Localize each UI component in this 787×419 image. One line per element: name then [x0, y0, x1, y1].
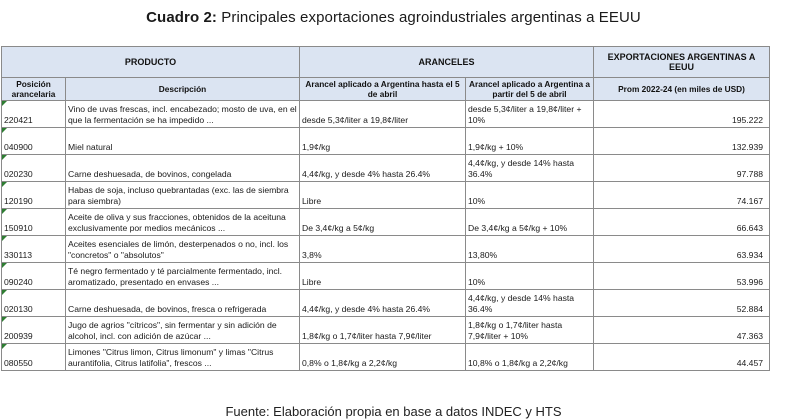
header-arancel-desde: Arancel aplicado a Argentina a partir del 5 de abril	[466, 78, 594, 101]
tariff-after-cell: 13,80%	[466, 236, 594, 263]
table-row	[2, 182, 770, 209]
tariff-code-cell: 090240	[2, 263, 66, 290]
tariff-before-cell: Libre	[300, 182, 466, 209]
tariff-before-cell: 0,8% o 1,8¢/kg a 2,2¢/kg	[300, 344, 466, 371]
exports-table	[1, 46, 770, 371]
tariff-code-cell: 220421	[2, 101, 66, 128]
tariff-after-cell: 10%	[466, 263, 594, 290]
description-cell: Aceite de oliva y sus fracciones, obtenidos de la aceituna exclusivamente por medios mecánicos ...	[66, 209, 300, 236]
tariff-code-cell: 040900	[2, 128, 66, 155]
export-value-cell: 132.939	[594, 128, 770, 155]
description-cell: Jugo de agrios "cítricos", sin fermentar y sin adición de alcohol, incl. con adición de azúcar ...	[66, 317, 300, 344]
description-cell: Té negro fermentado y té parcialmente fermentado, incl. aromatizado, presentado en envases ...	[66, 263, 300, 290]
tariff-before-cell: desde 5,3¢/liter a 19,8¢/liter	[300, 101, 466, 128]
table-row	[2, 263, 770, 290]
header-exportaciones: EXPORTACIONES ARGENTINAS A EEUU	[594, 47, 770, 78]
export-value-cell: 66.643	[594, 209, 770, 236]
tariff-before-cell: 4,4¢/kg, y desde 4% hasta 26.4%	[300, 155, 466, 182]
table-row	[2, 128, 770, 155]
header-descripcion: Descripción	[66, 78, 300, 101]
tariff-code-cell: 080550	[2, 344, 66, 371]
export-value-cell: 52.884	[594, 290, 770, 317]
tariff-before-cell: Libre	[300, 263, 466, 290]
tariff-after-cell: 1,9¢/kg + 10%	[466, 128, 594, 155]
export-value-cell: 53.996	[594, 263, 770, 290]
description-cell: Miel natural	[66, 128, 300, 155]
export-value-cell: 195.222	[594, 101, 770, 128]
table-row	[2, 290, 770, 317]
table-row	[2, 155, 770, 182]
description-cell: Carne deshuesada, de bovinos, congelada	[66, 155, 300, 182]
title-label: Cuadro 2:	[146, 9, 218, 26]
source-footer: Fuente: Elaboración propia en base a datos INDEC y HTS	[225, 404, 562, 419]
tariff-code-cell: 150910	[2, 209, 66, 236]
header-prom: Prom 2022-24 (en miles de USD)	[594, 78, 770, 101]
tariff-code-cell: 330113	[2, 236, 66, 263]
tariff-before-cell: 1,9¢/kg	[300, 128, 466, 155]
tariff-before-cell: 4,4¢/kg, y desde 4% hasta 26.4%	[300, 290, 466, 317]
table-row	[2, 101, 770, 128]
tariff-code-cell: 020230	[2, 155, 66, 182]
header-aranceles: ARANCELES	[300, 47, 594, 78]
tariff-after-cell: 10%	[466, 182, 594, 209]
description-cell: Aceites esenciales de limón, desterpenados o no, incl. los "concretos" o "absolutos"	[66, 236, 300, 263]
tariff-before-cell: 1,8¢/kg o 1,7¢/liter hasta 7,9¢/liter	[300, 317, 466, 344]
tariff-code-cell: 200939	[2, 317, 66, 344]
tariff-code-cell: 020130	[2, 290, 66, 317]
export-value-cell: 97.788	[594, 155, 770, 182]
export-value-cell: 63.934	[594, 236, 770, 263]
tariff-before-cell: 3,8%	[300, 236, 466, 263]
export-value-cell: 44.457	[594, 344, 770, 371]
description-cell: Limones "Citrus limon, Citrus limonum" y limas "Citrus aurantifolia, Citrus latifolia", frescos ...	[66, 344, 300, 371]
header-producto: PRODUCTO	[2, 47, 300, 78]
export-value-cell: 74.167	[594, 182, 770, 209]
tariff-after-cell: 4,4¢/kg, y desde 14% hasta 36.4%	[466, 155, 594, 182]
table-title	[0, 9, 787, 26]
tariff-after-cell: 4,4¢/kg, y desde 14% hasta 36.4%	[466, 290, 594, 317]
tariff-after-cell: De 3,4¢/kg a 5¢/kg + 10%	[466, 209, 594, 236]
tariff-after-cell: desde 5,3¢/liter a 19,8¢/liter + 10%	[466, 101, 594, 128]
description-cell: Vino de uvas frescas, incl. encabezado; mosto de uva, en el que la fermentación se ha impedido ...	[66, 101, 300, 128]
description-cell: Habas de soja, incluso quebrantadas (exc. las de siembra para siembra)	[66, 182, 300, 209]
tariff-code-cell: 120190	[2, 182, 66, 209]
table-row	[2, 344, 770, 371]
tariff-before-cell: De 3,4¢/kg a 5¢/kg	[300, 209, 466, 236]
table-row	[2, 236, 770, 263]
description-cell: Carne deshuesada, de bovinos, fresca o refrigerada	[66, 290, 300, 317]
header-row-columns	[2, 78, 770, 101]
table-row	[2, 317, 770, 344]
export-value-cell: 47.363	[594, 317, 770, 344]
tariff-after-cell: 1,8¢/kg o 1,7¢/liter hasta 7,9¢/liter + 10%	[466, 317, 594, 344]
header-row-groups	[2, 47, 770, 78]
title-text: Principales exportaciones agroindustriales argentinas a EEUU	[217, 9, 641, 26]
tariff-after-cell: 10,8% o 1,8¢/kg a 2,2¢/kg	[466, 344, 594, 371]
header-posicion: Posición arancelaria	[2, 78, 66, 101]
table-row	[2, 209, 770, 236]
header-arancel-hasta: Arancel aplicado a Argentina hasta el 5 de abril	[300, 78, 466, 101]
